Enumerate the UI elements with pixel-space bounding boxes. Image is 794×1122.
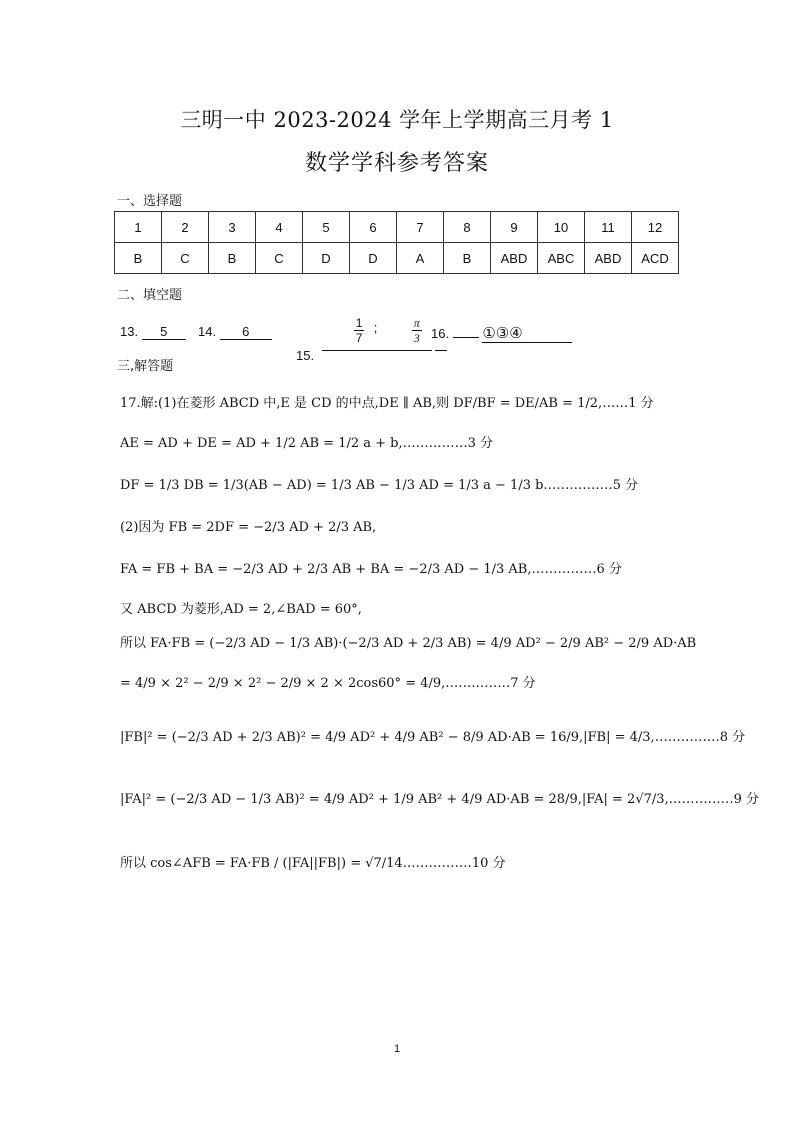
table-cell: 9 [491,212,538,243]
solution-line-7 [120,632,696,651]
solution-line-11 [120,852,506,871]
solution-text: 所以 FA·FB = (−2/3 AD − 1/3 AB)·(−2/3 AD + 2/3 AB) = 4/9 AD² − 2/9 AB² − 2/9 AD·AB [120,636,697,651]
fill-q13: 13. 5 [120,324,186,340]
table-cell: A [397,243,444,274]
solution-line-1 [120,392,654,411]
table-cell: 4 [256,212,303,243]
table-cell: B [209,243,256,274]
table-cell: 1 [115,212,162,243]
section-label-choice: 一、选择题 [117,194,183,209]
solution-line-5 [120,558,622,577]
fraction: $\frac{\pi}{3}$ [413,316,420,345]
fraction: $\frac{1}{7}$ [355,316,363,345]
table-cell: ABD [491,243,538,274]
solution-text: DF = 1/3 DB = 1/3(AB − AD) = 1/3 AB − 1/3 AD = 1/3 a − 1/3 b.……………5 分 [120,478,638,493]
table-cell: 6 [350,212,397,243]
table-cell: D [350,243,397,274]
solution-text: |FA|² = (−2/3 AD − 1/3 AB)² = 4/9 AD² + 1/9 AB² + 4/9 AD·AB = 28/9,|FA| = 2√7/3,……………9 分 [120,792,760,807]
table-cell: 3 [209,212,256,243]
table-cell: ACD [632,243,679,274]
solution-line-2 [120,432,493,451]
solution-line-8 [120,672,536,691]
table-cell: 2 [162,212,209,243]
table-cell: B [444,243,491,274]
solution-text: 所以 cos∠AFB = FA·FB / (|FA||FB|) = √7/14.……………10 分 [120,856,506,871]
table-cell: B [115,243,162,274]
table-row-numbers [115,212,679,243]
table-cell: 5 [303,212,350,243]
solution-text: = 4/9 × 2² − 2/9 × 2² − 2/9 × 2 × 2cos60° = 4/9,……………7 分 [120,676,536,691]
table-cell: D [303,243,350,274]
table-cell: C [162,243,209,274]
solution-text: |FB|² = (−2/3 AD + 2/3 AB)² = 4/9 AD² + 4/9 AB² − 8/9 AD·AB = 16/9,|FB| = 4/3,……………8 分 [120,730,746,745]
solution-line-6 [120,598,362,617]
table-cell: 12 [632,212,679,243]
page-number: 1 [393,1043,401,1055]
solution-text: AE = AD + DE = AD + 1/2 AB = 1/2 a + b,……………3 分 [120,436,494,451]
table-row-answers [115,243,679,274]
answer-table [114,211,679,274]
solution-text: FA = FB + BA = −2/3 AD + 2/3 AB + BA = −2/3 AD − 1/3 AB,……………6 分 [120,562,622,577]
answer-value: 5 [142,324,186,340]
fill-q16: 16. ①③④ [431,324,572,343]
table-cell: C [256,243,303,274]
solution-text: 17.解:(1)在菱形 ABCD 中,E 是 CD 的中点,DE ∥ AB,则 DF/BF = DE/AB = 1/2,……1 分 [120,396,654,411]
fill-q14: 14. 6 [198,324,272,340]
answer-value: 6 [220,324,272,340]
solution-line-4 [120,516,376,535]
solution-text: (2)因为 FB = 2DF = −2/3 AD + 2/3 AB, [120,520,377,535]
table-cell: ABC [538,243,585,274]
section-label-fill: 二、填空题 [117,288,183,303]
page-subtitle: 数学学科参考答案 [304,151,489,176]
fill-q15: 15. $\frac{1}{7}$ ; $\frac{\pi}{3}$ [296,308,447,346]
solution-line-9 [120,726,745,745]
table-cell: 11 [585,212,632,243]
page-title: 三明一中 2023-2024 学年上学期高三月考 1 [180,108,614,132]
table-cell: 7 [397,212,444,243]
section-label-solution: 三,解答题 [117,359,174,374]
answer-value: ①③④ [482,324,572,343]
table-cell: 10 [538,212,585,243]
solution-line-10 [120,788,759,807]
table-cell: ABD [585,243,632,274]
table-cell: 8 [444,212,491,243]
solution-line-3 [120,474,638,493]
solution-text: 又 ABCD 为菱形,AD = 2,∠BAD = 60°, [120,602,362,617]
